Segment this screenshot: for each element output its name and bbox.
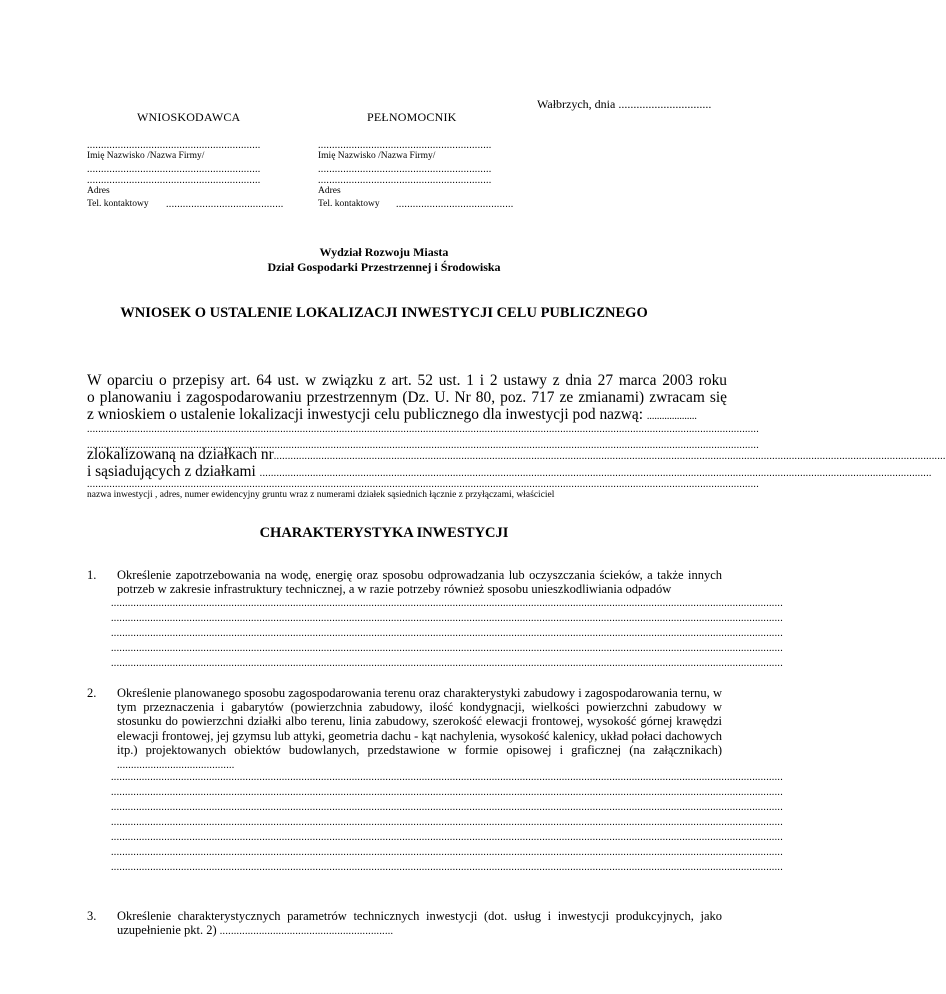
item-2-inline-dots[interactable]: .......................................... bbox=[117, 760, 235, 772]
plots-line bbox=[87, 446, 946, 464]
applicant-address-dots-2[interactable]: .............................................................. bbox=[87, 175, 261, 186]
department-name: Wydział Rozwoju Miasta bbox=[319, 245, 449, 259]
proxy-phone-dots[interactable]: .......................................... bbox=[396, 199, 514, 210]
item-1-answer-line[interactable]: ................................................................................................................................................................................................................................................ bbox=[111, 658, 783, 669]
department-block bbox=[0, 245, 768, 275]
item-1-answer-line[interactable]: ................................................................................................................................................................................................................................................ bbox=[111, 628, 783, 639]
proxy-name-label: Imię Nazwisko /Nazwa Firmy/ bbox=[318, 151, 436, 161]
plots-field[interactable]: ................................................................................................................................................................................................................................................ bbox=[273, 451, 946, 462]
item-2-answer-line[interactable]: ................................................................................................................................................................................................................................................ bbox=[111, 817, 783, 828]
applicant-name-dots[interactable]: .............................................................. bbox=[87, 140, 261, 151]
item-1-number: 1. bbox=[87, 568, 97, 582]
item-2-number: 2. bbox=[87, 686, 97, 700]
investment-name-field-2[interactable]: ................................................................................................................................................................................................................................................ bbox=[87, 440, 759, 451]
intro-line-2: o planowaniu i zagospodarowaniu przestrzennym (Dz. U. Nr 80, poz. 717 ze zmianami) zwracam się bbox=[87, 389, 727, 406]
proxy-address-dots-1[interactable]: .............................................................. bbox=[318, 164, 492, 175]
item-1-text: Określenie zapotrzebowania na wodę, energię oraz sposobu odprowadzania lub oczyszczania ścieków, a także innych potrzeb w zakresie infrastruktury technicznej, a w razie potrzeby również sposobu unieszkodliwiania odpadów bbox=[117, 568, 722, 597]
owner-field[interactable]: ................................................................................................................................................................................................................................................ bbox=[87, 479, 759, 490]
applicant-name-label: Imię Nazwisko /Nazwa Firmy/ bbox=[87, 151, 205, 161]
item-1-answer-line[interactable]: ................................................................................................................................................................................................................................................ bbox=[111, 613, 783, 624]
date-line: Wałbrzych, dnia ............................... bbox=[537, 97, 712, 111]
item-1-answer-line[interactable]: ................................................................................................................................................................................................................................................ bbox=[111, 598, 783, 609]
item-2-text bbox=[117, 686, 722, 773]
item-3-label: Określenie charakterystycznych parametrów technicznych inwestycji (dot. usług i inwestycji produkcyjnych, jako uzupełnienie pkt. 2) bbox=[117, 909, 722, 938]
item-2-answer-line[interactable]: ................................................................................................................................................................................................................................................ bbox=[111, 787, 783, 798]
applicant-phone-dots[interactable]: .......................................... bbox=[166, 199, 284, 210]
proxy-address-label: Adres bbox=[318, 186, 341, 196]
plots-label: zlokalizowaną na działkach nr bbox=[87, 446, 274, 463]
item-2-answer-line[interactable]: ................................................................................................................................................................................................................................................ bbox=[111, 862, 783, 873]
investment-name-field-1[interactable]: ................................................................................................................................................................................................................................................ bbox=[87, 424, 759, 435]
field-caption: nazwa inwestycji , adres, numer ewidencyjny gruntu wraz z numerami działek sąsiednich łącznie z przyłączami, właściciel bbox=[87, 490, 555, 500]
department-division: Dział Gospodarki Przestrzennej i Środowiska bbox=[267, 260, 501, 274]
item-2-answer-line[interactable]: ................................................................................................................................................................................................................................................ bbox=[111, 832, 783, 843]
neighbours-field[interactable]: ................................................................................................................................................................................................................................................ bbox=[259, 468, 932, 479]
item-3-inline-dots[interactable]: .............................................................. bbox=[219, 926, 394, 938]
investment-name-dots[interactable]: .................... bbox=[646, 411, 697, 422]
proxy-phone-label: Tel. kontaktowy bbox=[318, 199, 380, 209]
item-1-answer-line[interactable]: ................................................................................................................................................................................................................................................ bbox=[111, 643, 783, 654]
intro-paragraph bbox=[87, 372, 727, 425]
proxy-heading: PEŁNOMOCNIK bbox=[367, 110, 457, 124]
applicant-address-label: Adres bbox=[87, 186, 110, 196]
applicant-address-dots-1[interactable]: .............................................................. bbox=[87, 164, 261, 175]
proxy-name-dots[interactable]: .............................................................. bbox=[318, 140, 492, 151]
intro-line-3: z wnioskiem o ustalenie lokalizacji inwestycji celu publicznego dla inwestycji pod nazwą: bbox=[87, 406, 644, 423]
proxy-address-dots-2[interactable]: .............................................................. bbox=[318, 175, 492, 186]
item-2-answer-line[interactable]: ................................................................................................................................................................................................................................................ bbox=[111, 847, 783, 858]
applicant-heading: WNIOSKODAWCA bbox=[137, 110, 241, 124]
item-2-answer-line[interactable]: ................................................................................................................................................................................................................................................ bbox=[111, 772, 783, 783]
document-title: WNIOSEK O USTALENIE LOKALIZACJI INWESTYCJI CELU PUBLICZNEGO bbox=[120, 305, 648, 321]
item-2-label: Określenie planowanego sposobu zagospodarowania terenu oraz charakterystyki zabudowy i zagospodarowania ternu, w tym przeznaczenia i gabarytów (powierzchnia zabudowy, ilość kondygnacji, wielkości powierzchni zabudowy w stosunku do powierzchni działki albo terenu, linia zabudowy, szerokość elewacji frontowej, wysokość górnej krawędzi elewacji frontowej, jej gzymsu lub attyki, geometria dachu - kąt nachylenia, wysokość kalenicy, układ połaci dachowych itp.) projektowanych obiektów budowlanych, przedstawione w formie opisowej i graficznej (na załącznikach) bbox=[117, 686, 722, 757]
section-heading: CHARAKTERYSTYKA INWESTYCJI bbox=[259, 525, 509, 541]
item-2-answer-line[interactable]: ................................................................................................................................................................................................................................................ bbox=[111, 802, 783, 813]
item-3-text bbox=[117, 909, 722, 939]
applicant-phone-label: Tel. kontaktowy bbox=[87, 199, 149, 209]
intro-line-1: W oparciu o przepisy art. 64 ust. w związku z art. 52 ust. 1 i 2 ustawy z dnia 27 marca 2003 roku bbox=[87, 372, 727, 389]
item-3-number: 3. bbox=[87, 909, 97, 923]
neighbours-label: i sąsiadujących z działkami bbox=[87, 463, 256, 480]
